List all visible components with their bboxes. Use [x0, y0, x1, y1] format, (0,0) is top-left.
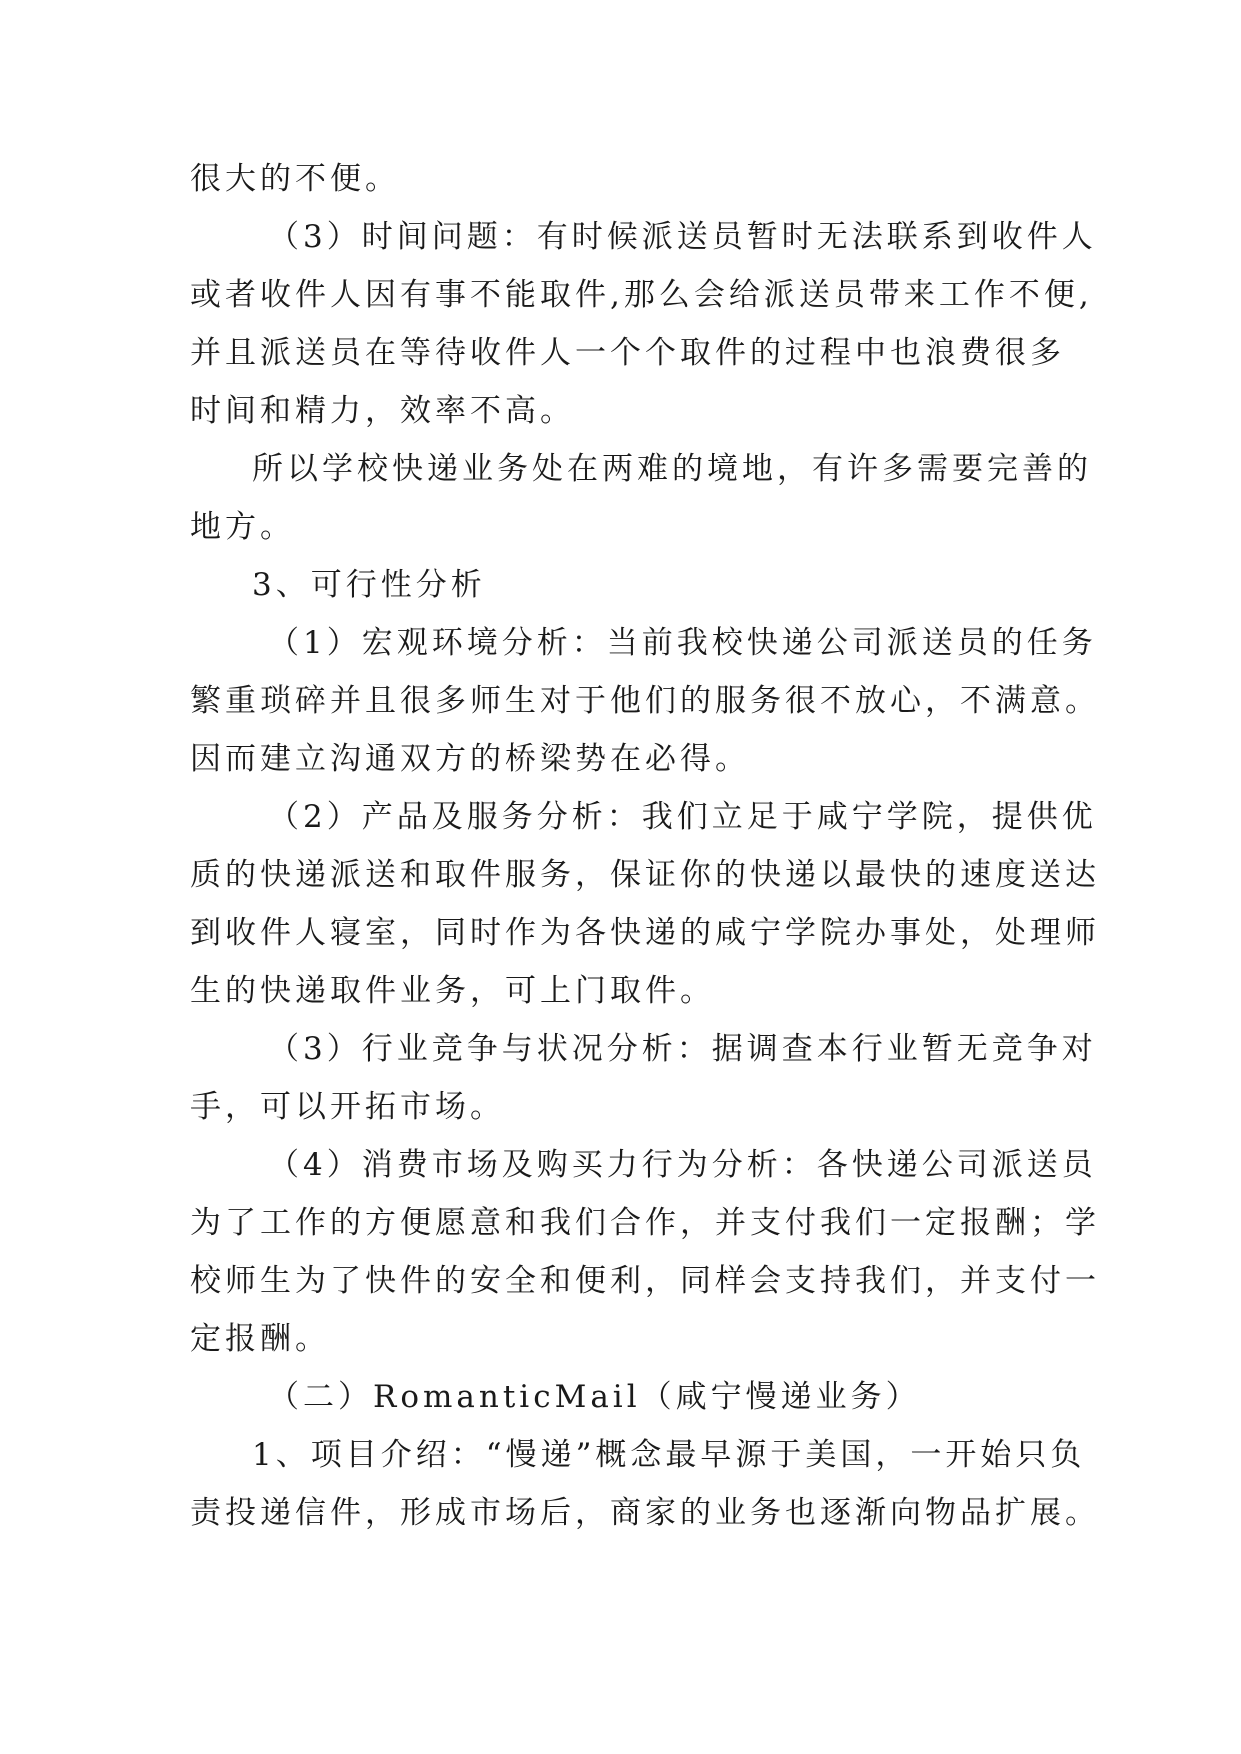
section-heading: （二）RomanticMail（咸宁慢递业务） [268, 1379, 921, 1415]
text-line: 为了工作的方便愿意和我们合作，并支付我们一定报酬；学 [190, 1205, 1100, 1241]
text-line: 质的快递派送和取件服务，保证你的快递以最快的速度送达 [190, 857, 1100, 893]
text-line: 到收件人寝室，同时作为各快递的咸宁学院办事处，处理师 [190, 915, 1100, 951]
section-heading: 3、可行性分析 [252, 567, 486, 603]
text-line: 所以学校快递业务处在两难的境地，有许多需要完善的 [252, 451, 1092, 487]
text-line: 时间和精力，效率不高。 [190, 393, 575, 429]
text-line: 很大的不便。 [190, 161, 400, 197]
text-line: 繁重琐碎并且很多师生对于他们的服务很不放心，不满意。 [190, 683, 1100, 719]
text-line: 或者收件人因有事不能取件,那么会给派送员带来工作不便, [190, 277, 1093, 313]
text-line: 并且派送员在等待收件人一个个取件的过程中也浪费很多 [190, 335, 1065, 371]
text-line: 校师生为了快件的安全和便利，同样会支持我们，并支付一 [190, 1263, 1100, 1299]
text-line: （4）消费市场及购买力行为分析：各快递公司派送员 [268, 1147, 1097, 1183]
text-line: 地方。 [190, 509, 295, 545]
text-line: （1）宏观环境分析：当前我校快递公司派送员的任务 [268, 625, 1097, 661]
text-line: 定报酬。 [190, 1321, 330, 1357]
text-line: （3）行业竞争与状况分析：据调查本行业暂无竞争对 [268, 1031, 1097, 1067]
text-line: 责投递信件，形成市场后，商家的业务也逐渐向物品扩展。 [190, 1495, 1100, 1531]
body-text [190, 150, 1100, 1542]
text-line: （2）产品及服务分析：我们立足于咸宁学院，提供优 [268, 799, 1097, 835]
text-line: 手，可以开拓市场。 [190, 1089, 505, 1125]
text-line: 因而建立沟通双方的桥梁势在必得。 [190, 741, 750, 777]
text-line: （3）时间问题：有时候派送员暂时无法联系到收件人 [268, 219, 1097, 255]
text-line: 生的快递取件业务，可上门取件。 [190, 973, 715, 1009]
text-line: 1、项目介绍：“慢递”概念最早源于美国，一开始只负 [252, 1437, 1086, 1473]
